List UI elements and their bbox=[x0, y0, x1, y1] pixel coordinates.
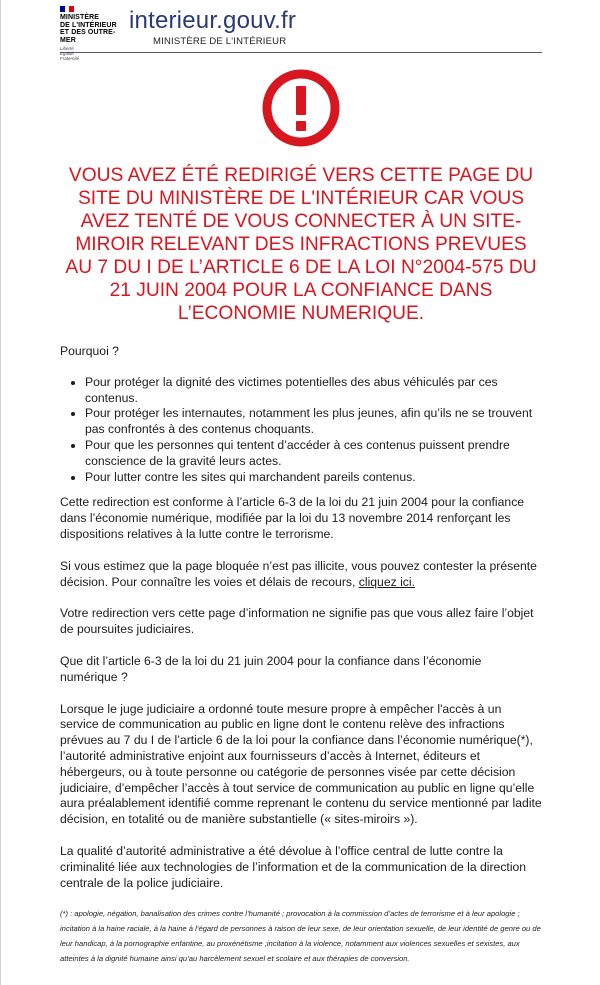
conformity-paragraph: Cette redirection est conforme à l’article 6-3 de la loi du 21 juin 2004 pour la confiance dans l’économie numérique, modifiée par la loi du 13 novembre 2014 renforçant les dispositions relatives à la lutte contre le terrorisme. bbox=[60, 495, 525, 541]
site-header bbox=[60, 0, 542, 61]
reasons-list bbox=[60, 375, 542, 486]
ministry-name: MINISTÈRE DE L'INTÉRIEUR ET DES OUTRE-MER bbox=[60, 14, 117, 44]
republic-motto: Liberté Égalité Fraternité bbox=[60, 46, 80, 61]
explanation-content bbox=[60, 344, 542, 966]
headline-line: SITE DU MINISTÈRE DE L'INTÉRIEUR CAR VOUS bbox=[77, 188, 525, 209]
no-prosecution-paragraph: Votre redirection vers cette page d’information ne signifie pas que vous allez faire l’objet de poursuites judiciaires. bbox=[60, 606, 534, 637]
headline-line: AVEZ TENTÉ DE VOUS CONNECTER À UN SITE- bbox=[80, 211, 522, 232]
article-question: Que dit l’article 6-3 de la loi du 21 juin 2004 pour la confiance dans l’économie numérique ? bbox=[60, 653, 482, 684]
contest-text: Si vous estimez que la page bloquée n’est pas illicite, vous pouvez contester la présente décision. Pour connaître les voies et délais de recours, bbox=[60, 558, 537, 589]
list-item: • Pour que les personnes qui tentent d’accéder à ces contenus puissent prendre conscience de la gravité leurs actes. bbox=[85, 438, 542, 470]
page-container bbox=[60, 0, 542, 964]
headline-line: MIROIR RELEVANT DES INFRACTIONS PREVUES bbox=[75, 234, 527, 255]
exclamation-circle-icon bbox=[261, 68, 341, 148]
headline-line: AU 7 DU I DE L’ARTICLE 6 DE LA LOI N°2004-575 DU bbox=[65, 257, 537, 278]
site-subtitle: MINISTÈRE DE L'INTÉRIEUR bbox=[153, 36, 287, 47]
ministry-logo[interactable] bbox=[60, 6, 130, 61]
list-item: • Pour protéger les internautes, notamment les plus jeunes, afin qu’ils ne se trouvent pas confrontés à des contenus choquants. bbox=[85, 406, 542, 438]
appeal-link[interactable]: cliquez ici. bbox=[358, 574, 415, 589]
french-flag-icon bbox=[60, 6, 74, 12]
contest-paragraph bbox=[60, 559, 542, 591]
why-label: Pourquoi ? bbox=[60, 344, 119, 358]
list-item: • Pour protéger la dignité des victimes potentielles des abus véhiculés par ces contenus. bbox=[85, 375, 542, 407]
headline-line: L’ECONOMIE NUMERIQUE. bbox=[177, 303, 425, 324]
list-item: • Pour lutter contre les sites qui marchandent pareils contenus. bbox=[85, 470, 542, 486]
footnote: (*) : apologie, négation, banalisation des crimes contre l’humanité ; provocation à la commission d’actes de terrorisme et à leur apologie ; incitation à la haine raciale, à la haine à l’égard de personnes à raison de leur sexe, de leur orientation sexuelle, de leur identité de genre ou de leur handicap, à la pornographie enfantine, au proxénétisme ;incitation à la violence, notamment aux violences sexuelles et sexistes, aux atteintes à la dignité humaine ainsi qu’au harcèlement sexuel et scolaire et aux thérapies de conversion. bbox=[60, 909, 541, 964]
site-name-link[interactable]: interieur.gouv.fr bbox=[129, 7, 297, 34]
page-left-border bbox=[0, 0, 1, 985]
article-text: Lorsque le juge judiciaire a ordonné toute mesure propre à empêcher l'accès à un service de communication au public en ligne dont le contenu relève des infractions prévues au 7 du I de l’article 6 de la loi pour la confiance dans l’économie numérique(*), l’autorité administrative enjoint aux fournisseurs d’accès à Internet, éditeurs et hébergeurs, ou à toute personne ou catégorie de personnes visée par cette décision judiciaire, d’empêcher l’accès à tout service de communication au public en ligne qu’elle aura préalablement identifié comme reprenant le contenu du service mentionné par ladite décision, en totalité ou de manière substantielle (« sites-miroirs »). bbox=[60, 701, 542, 827]
headline-line: 21 JUIN 2004 POUR LA CONFIANCE DANS bbox=[109, 280, 493, 301]
redirect-warning-headline bbox=[60, 164, 542, 325]
authority-paragraph: La qualité d’autorité administrative a été dévolue à l’office central de lutte contre la criminalité liée aux technologies de l’information et de la communication de la direction centrale de la police judiciaire. bbox=[60, 843, 527, 890]
headline-line: VOUS AVEZ ÉTÉ REDIRIGÉ VERS CETTE PAGE DU bbox=[68, 165, 534, 186]
